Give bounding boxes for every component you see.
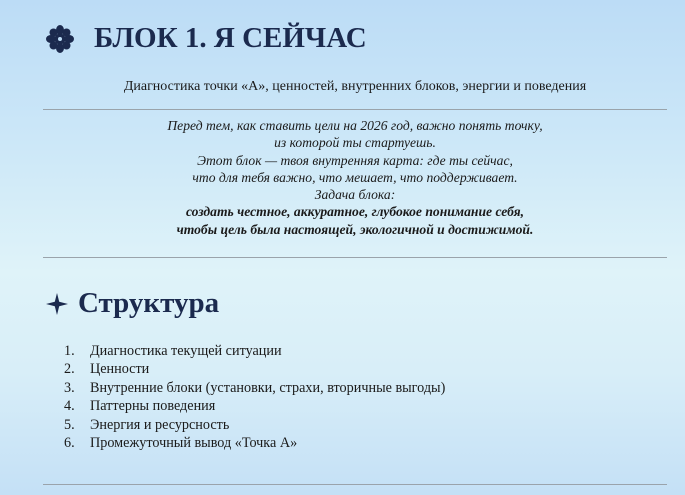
list-item-number: 4.: [64, 398, 75, 415]
list-item-number: 5.: [64, 416, 75, 433]
structure-list: [64, 342, 445, 452]
list-item-text: Внутренние блоки (установки, страхи, вторичные выгоды): [90, 379, 446, 396]
flower-icon: [46, 25, 74, 53]
list-item-text: Промежуточный вывод «Точка А»: [90, 435, 298, 452]
block-title: БЛОК 1. Я СЕЙЧАС: [94, 22, 367, 54]
list-item: [64, 434, 445, 452]
list-item: [64, 342, 445, 360]
intro-goal-line: создать честное, аккуратное, глубокое понимание себя,: [185, 204, 525, 220]
list-item-number: 6.: [64, 435, 75, 452]
intro-line: Задача блока:: [314, 187, 396, 203]
list-item: [64, 360, 445, 378]
intro-text: [0, 117, 685, 238]
intro-line: Перед тем, как ставить цели на 2026 год, важно понять точку,: [167, 118, 543, 133]
list-item-text: Паттерны поведения: [90, 398, 216, 415]
intro-line: Этот блок — твоя внутренняя карта: где ты сейчас,: [197, 152, 513, 168]
divider-middle: [43, 257, 667, 258]
structure-heading: Структура: [78, 287, 220, 319]
list-item: [64, 379, 445, 397]
list-item-text: Ценности: [90, 361, 150, 378]
list-item-number: 1.: [64, 343, 75, 359]
divider-bottom: [43, 484, 667, 485]
list-item-number: 2.: [64, 361, 75, 378]
intro-line: из которой ты стартуешь.: [274, 135, 436, 151]
list-item: [64, 397, 445, 415]
list-item-number: 3.: [64, 379, 75, 396]
structure-heading-row: [46, 287, 219, 320]
list-item: [64, 416, 445, 434]
divider-top: [43, 109, 667, 110]
block-subtitle: Диагностика точки «А», ценностей, внутренних блоков, энергии и поведения: [123, 79, 587, 94]
list-item-text: Энергия и ресурсность: [90, 416, 230, 433]
intro-line: что для тебя важно, что мешает, что поддерживает.: [192, 169, 518, 185]
list-item-text: Диагностика текущей ситуации: [90, 343, 282, 359]
block-title-row: [46, 22, 367, 55]
sparkle-star-icon: [46, 293, 68, 315]
intro-goal-line: чтобы цель была настоящей, экологичной и достижимой.: [176, 221, 534, 237]
